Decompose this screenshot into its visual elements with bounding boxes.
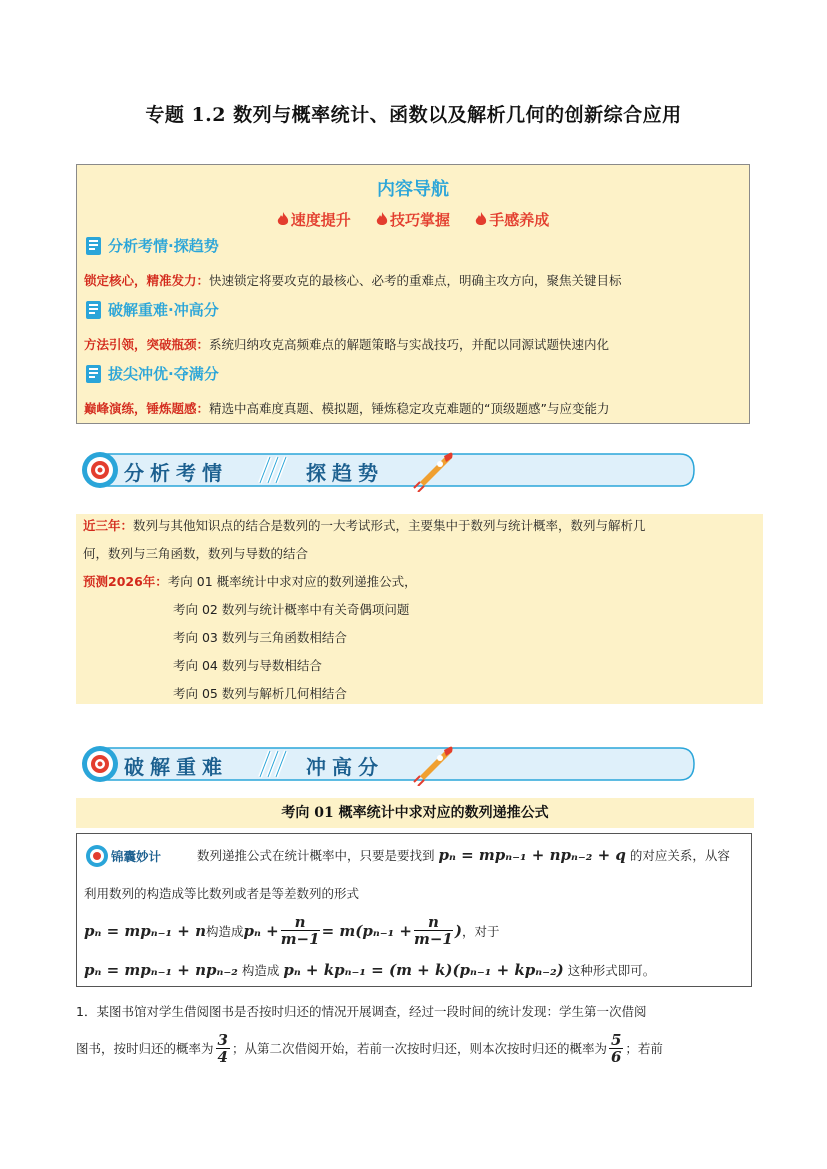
content-navigation-box bbox=[76, 164, 750, 424]
tips-text: 构造成 bbox=[206, 923, 244, 939]
formula: = m(pₙ₋₁ + bbox=[321, 921, 412, 940]
nav-section-1-desc bbox=[84, 271, 622, 289]
fraction-numerator: 3 bbox=[217, 1031, 228, 1049]
flame-icon bbox=[475, 212, 487, 227]
nav-tag-label: 技巧掌握 bbox=[389, 211, 450, 229]
book-icon bbox=[85, 364, 103, 384]
target-icon bbox=[82, 746, 118, 782]
page-title: 专题 1.2 数列与概率统计、函数以及解析几何的创新综合应用 bbox=[145, 104, 682, 126]
tips-line-4 bbox=[84, 961, 655, 979]
recent-years-line bbox=[83, 516, 646, 534]
target-icon bbox=[82, 452, 118, 488]
nav-tag-label: 手感养成 bbox=[489, 211, 550, 229]
formula: pₙ = mpₙ₋₁ + npₙ₋₂ bbox=[84, 961, 238, 979]
nav-section-title: 拔尖冲优·夺满分 bbox=[108, 365, 219, 383]
nav-section-1-title bbox=[85, 235, 219, 256]
book-icon bbox=[85, 300, 103, 320]
forecast-item: 考向 03 数列与三角函数相结合 bbox=[173, 630, 347, 645]
problem-1 bbox=[76, 1000, 766, 1065]
nav-section-lead: 锁定核心，精准发力： bbox=[84, 273, 210, 288]
problem-text: ；若前 bbox=[625, 1040, 663, 1056]
fraction-numerator: n bbox=[281, 914, 320, 931]
tips-text: 的对应关系，从容 bbox=[629, 848, 730, 863]
nav-section-text: 快速锁定将要攻克的最核心、必考的重难点，明确主攻方向，聚焦关键目标 bbox=[209, 273, 622, 288]
forecast-item: 考向 05 数列与解析几何相结合 bbox=[173, 686, 347, 701]
tips-line-3 bbox=[84, 914, 500, 947]
formula: pₙ + bbox=[243, 921, 279, 940]
recent-years-text-cont: 何，数列与三角函数，数列与导数的结合 bbox=[83, 546, 309, 561]
forecast-item: 考向 01 概率统计中求对应的数列递推公式， bbox=[167, 574, 417, 589]
banner-breakthrough bbox=[80, 742, 700, 786]
nav-section-3-desc bbox=[84, 399, 609, 417]
fraction bbox=[414, 914, 453, 947]
banner-breakthrough-right-label: 冲高分 bbox=[306, 755, 384, 779]
nav-section-lead: 方法引领，突破瓶颈： bbox=[84, 337, 210, 352]
tips-line-1 bbox=[197, 846, 730, 864]
tips-text: 构造成 bbox=[241, 963, 280, 978]
forecast-item: 考向 02 数列与统计概率中有关奇偶项问题 bbox=[173, 602, 410, 617]
fraction-denominator: m−1 bbox=[280, 930, 320, 948]
fraction-denominator: 6 bbox=[610, 1048, 622, 1066]
formula: pₙ = mpₙ₋₁ + n bbox=[84, 921, 207, 940]
problem-line bbox=[76, 1032, 766, 1065]
tips-text: ，对于 bbox=[461, 923, 500, 939]
banner-analysis-right-label: 探趋势 bbox=[306, 461, 384, 485]
fraction-numerator: 5 bbox=[610, 1031, 622, 1049]
recent-years-text: 数列与其他知识点的结合是数列的一大考试形式，主要集中于数列与统计概率，数列与解析几 bbox=[133, 518, 646, 533]
nav-tag-skill bbox=[376, 209, 450, 230]
banner-analysis-left-label: 分析考情 bbox=[124, 461, 228, 485]
tips-badge-label: 锦囊妙计 bbox=[111, 849, 162, 864]
banner-breakthrough-left-label: 破解重难 bbox=[124, 755, 228, 779]
topic-heading: 考向 01 概率统计中求对应的数列递推公式 bbox=[76, 798, 754, 828]
banner-analysis bbox=[80, 448, 700, 492]
forecast-line bbox=[83, 572, 417, 590]
nav-heading: 内容导航 bbox=[377, 179, 449, 200]
nav-section-lead: 巅峰演练，锤炼题感： bbox=[84, 401, 210, 416]
book-icon bbox=[85, 236, 103, 256]
nav-section-text: 系统归纳攻克高频难点的解题策略与实战技巧，并配以同源试题快速内化 bbox=[209, 337, 610, 352]
formula: ) bbox=[454, 921, 462, 940]
nav-section-2-desc bbox=[84, 335, 609, 353]
recent-years-lead: 近三年： bbox=[83, 518, 134, 533]
flame-icon bbox=[277, 212, 289, 227]
nav-section-title: 分析考情·探趋势 bbox=[108, 237, 219, 255]
fraction-numerator: n bbox=[414, 914, 453, 931]
nav-section-3-title bbox=[85, 363, 219, 384]
nav-section-title: 破解重难·冲高分 bbox=[108, 301, 219, 319]
problem-text: ；从第二次借阅开始，若前一次按时归还，则本次按时归还的概率为 bbox=[231, 1040, 607, 1056]
formula: pₙ = mpₙ₋₁ + npₙ₋₂ + q bbox=[438, 846, 626, 864]
tips-box bbox=[76, 833, 752, 987]
problem-line: 1．某图书馆对学生借阅图书是否按时归还的情况开展调查，经过一段时间的统计发现：学生第一次借阅 bbox=[76, 1004, 647, 1019]
tips-line-2: 利用数列的构造成等比数列或者是等差数列的形式 bbox=[84, 886, 360, 901]
fraction bbox=[281, 914, 320, 947]
nav-tag-label: 速度提升 bbox=[290, 211, 351, 229]
fraction bbox=[216, 1032, 230, 1065]
exam-trend-box bbox=[76, 514, 763, 704]
forecast-lead: 预测2026年： bbox=[83, 574, 168, 589]
nav-tag-feel bbox=[475, 209, 549, 230]
formula: pₙ + kpₙ₋₁ = (m + k)(pₙ₋₁ + kpₙ₋₂) bbox=[283, 961, 564, 979]
nav-tag-speed bbox=[277, 209, 351, 230]
tips-text: 这种形式即可。 bbox=[567, 963, 656, 978]
nav-section-text: 精选中高难度真题、模拟题，锤炼稳定攻克难题的“顶级题感”与应变能力 bbox=[209, 401, 610, 416]
flame-icon bbox=[376, 212, 388, 227]
forecast-item: 考向 04 数列与导数相结合 bbox=[173, 658, 322, 673]
fraction-denominator: 4 bbox=[217, 1048, 228, 1066]
fraction-denominator: m−1 bbox=[413, 930, 453, 948]
problem-text: 图书，按时归还的概率为 bbox=[76, 1040, 214, 1056]
tips-text: 数列递推公式在统计概率中，只要是要找到 bbox=[197, 848, 435, 863]
nav-section-2-title bbox=[85, 299, 219, 320]
fraction bbox=[609, 1032, 623, 1065]
nav-tags bbox=[77, 209, 749, 230]
